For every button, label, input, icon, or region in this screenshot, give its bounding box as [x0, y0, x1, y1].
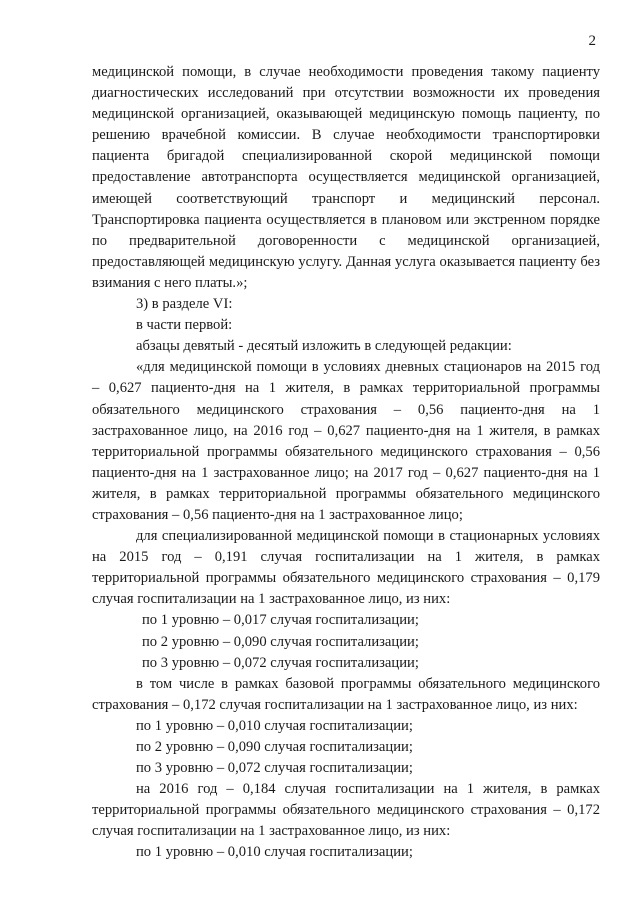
paragraph-basic-program-2015: в том числе в рамках базовой программы обязательного медицинского страхования – 0,172 случая госпитализации на 1 застрахованное лицо, из них:: [92, 675, 600, 713]
paragraph-section-vi: 3) в разделе VI:: [136, 296, 233, 313]
list-item-basic-level-1: по 1 уровню – 0,010 случая госпитализации;: [136, 717, 413, 734]
paragraph-transport-continuation: медицинской помощи, в случае необходимости проведения такому пациенту диагностических исследований при отсутствии возможности их проведения медицинской организацией, оказывающей медицинскую помощь пациенту, по решению врачебной комиссии. В случае необходимости транспортировки пациента бригадой специализированной скорой медицинской помощи предоставление автотранспорта осуществляется медицинской организацией, имеющей соответствующий транспорт и медицинский персонал. Транспортировка пациента осуществляется в плановом или экстренном порядке по предварительной договоренности с медицинской организацией, предоставляющей медицинскую услугу. Данная услуга оказывается пациенту без взимания с него платы.»;: [92, 64, 600, 291]
list-item-level-1-2016: по 1 уровню – 0,010 случая госпитализации;: [136, 844, 413, 861]
list-item-level-2-2015: по 2 уровню – 0,090 случая госпитализации;: [142, 633, 419, 650]
paragraph-specialized-2016: на 2016 год – 0,184 случая госпитализации на 1 жителя, в рамках территориальной программы обязательного медицинского страхования – 0,172 случая госпитализации на 1 застрахованное лицо, из них:: [92, 781, 600, 840]
paragraph-specialized-2015: для специализированной медицинской помощи в стационарных условиях на 2015 год – 0,191 случая госпитализации на 1 жителя, в рамках территориальной программы обязательного медицинского страхования – 0,179 случая госпитализации на 1 застрахованное лицо, из них:: [92, 528, 600, 608]
list-item-basic-level-3: по 3 уровню – 0,072 случая госпитализации;: [136, 760, 413, 777]
list-item-level-1-2015: по 1 уровню – 0,017 случая госпитализации;: [142, 612, 419, 629]
paragraph-part-one: в части первой:: [136, 317, 233, 334]
document-body: [92, 62, 600, 864]
list-item-basic-level-2: по 2 уровню – 0,090 случая госпитализации;: [136, 739, 413, 755]
page-number: 2: [588, 33, 596, 49]
paragraph-amendment-intro: абзацы девятый - десятый изложить в следующей редакции:: [136, 338, 512, 355]
list-item-level-3-2015: по 3 уровню – 0,072 случая госпитализации;: [142, 654, 419, 671]
paragraph-day-hospital: «для медицинской помощи в условиях дневных стационаров на 2015 год – 0,627 пациенто-дня на 1 жителя, в рамках территориальной программы обязательного медицинского страхования – 0,56 пациенто-дня на 1 застрахованное лицо, на 2016 год – 0,627 пациенто-дня на 1 жителя, в рамках территориальной программы обязательного медицинского страхования – 0,56 пациенто-дня на 1 застрахованное лицо; на 2017 год – 0,627 пациенто-дня на 1 жителя, в рамках территориальной программы обязательного медицинского страхования – 0,56 пациенто-дня на 1 застрахованное лицо;: [92, 359, 600, 523]
